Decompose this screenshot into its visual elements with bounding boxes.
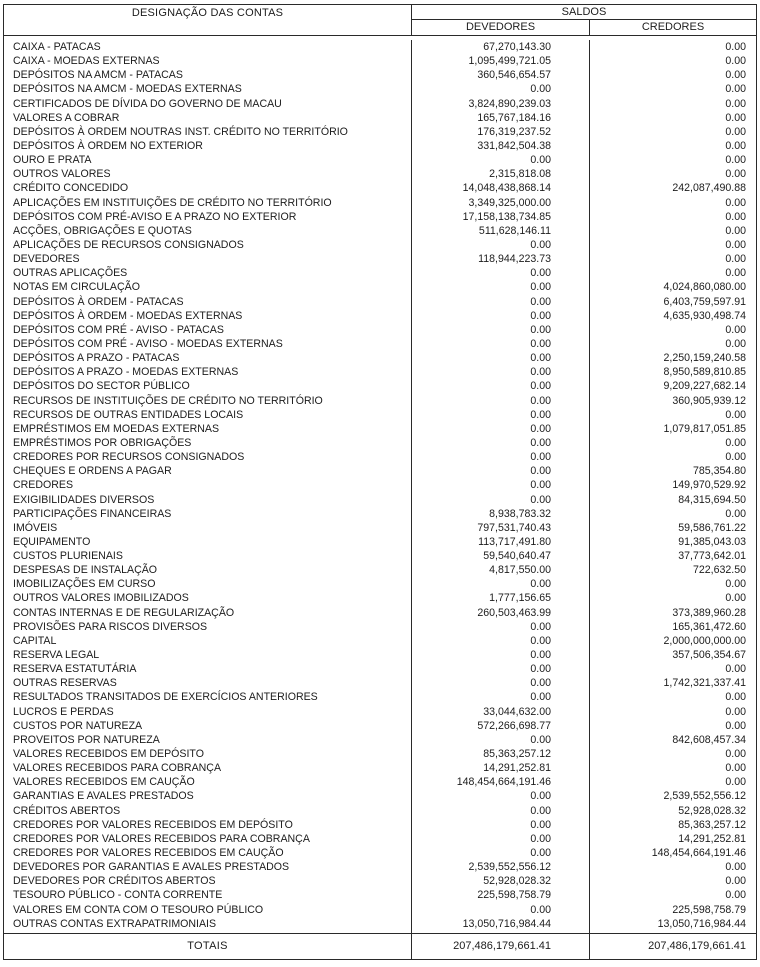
credores-value: 0.00 [725,705,746,718]
account-name: CAIXA - PATACAS [4,40,412,54]
account-name: APLICAÇÕES EM INSTITUIÇÕES DE CRÉDITO NO TERRITÓRIO [4,196,412,210]
table-row [4,478,756,492]
account-name: CREDORES POR VALORES RECEBIDOS PARA COBRANÇA [4,832,412,846]
table-header [4,5,756,36]
credores-value: 2,250,159,240.58 [663,352,746,365]
credores-value: 0.00 [725,436,746,449]
table-row [4,860,756,874]
account-name: RECURSOS DE INSTITUIÇÕES DE CRÉDITO NO TERRITÓRIO [4,394,412,408]
account-name: OUTRAS RESERVAS [4,676,412,690]
table-row [4,252,756,266]
account-name: EMPRÉSTIMOS POR OBRIGAÇÕES [4,436,412,450]
table-row [4,719,756,733]
credores-value: 2,000,000,000.00 [663,634,746,647]
credores-value: 0.00 [725,224,746,237]
account-name: DEPÓSITOS COM PRÉ-AVISO E A PRAZO NO EXTERIOR [4,210,412,224]
table-row [4,111,756,125]
table-row [4,818,756,832]
column-header-saldos: SALDOS [412,5,756,20]
table-row [4,181,756,195]
devedores-value: 0.00 [412,818,590,832]
table-row [4,309,756,323]
table-row [4,874,756,888]
credores-value: 0.00 [725,125,746,138]
table-row [4,464,756,478]
devedores-value: 0.00 [412,676,590,690]
table-row [4,351,756,365]
account-name: VALORES RECEBIDOS EM CAUÇÃO [4,775,412,789]
table-row [4,436,756,450]
account-name: CRÉDITO CONCEDIDO [4,181,412,195]
table-row [4,761,756,775]
account-name: DEPÓSITOS NA AMCM - PATACAS [4,68,412,82]
devedores-value: 17,158,138,734.85 [412,210,590,224]
devedores-value: 4,817,550.00 [412,563,590,577]
totals-label: TOTAIS [4,934,412,959]
credores-value: 0.00 [725,748,746,761]
account-name: VALORES A COBRAR [4,111,412,125]
credores-value: 360,905,939.12 [672,394,746,407]
table-row [4,789,756,803]
table-row [4,139,756,153]
account-name: CAIXA - MOEDAS EXTERNAS [4,54,412,68]
devedores-value: 0.00 [412,733,590,747]
table-row [4,662,756,676]
account-name: GARANTIAS E AVALES PRESTADOS [4,789,412,803]
devedores-value: 572,266,698.77 [412,719,590,733]
table-row [4,337,756,351]
table-row [4,846,756,860]
credores-value: 0.00 [725,762,746,775]
table-body [4,36,756,933]
devedores-value: 148,454,664,191.46 [412,775,590,789]
account-name: DEVEDORES POR GARANTIAS E AVALES PRESTADOS [4,860,412,874]
devedores-value: 2,539,552,556.12 [412,860,590,874]
devedores-value: 0.00 [412,351,590,365]
table-row [4,507,756,521]
credores-value: 0.00 [725,691,746,704]
table-row [4,903,756,917]
column-group-saldos [412,5,756,35]
credores-value: 6,403,759,597.91 [663,295,746,308]
table-row [4,733,756,747]
devedores-value: 0.00 [412,648,590,662]
account-name: PROVEITOS POR NATUREZA [4,733,412,747]
account-name: EQUIPAMENTO [4,535,412,549]
table-row [4,323,756,337]
devedores-value: 360,546,654.57 [412,68,590,82]
totals-devedores-value: 207,486,179,661.41 [412,934,590,959]
account-name: OUTRAS APLICAÇÕES [4,266,412,280]
table-row [4,535,756,549]
account-name: DEPÓSITOS COM PRÉ - AVISO - PATACAS [4,323,412,337]
devedores-value: 0.00 [412,436,590,450]
devedores-value: 0.00 [412,478,590,492]
account-name: NOTAS EM CIRCULAÇÃO [4,280,412,294]
devedores-value: 0.00 [412,82,590,96]
table-row [4,450,756,464]
credores-value: 0.00 [725,451,746,464]
credores-value: 2,539,552,556.12 [663,790,746,803]
account-name: LUCROS E PERDAS [4,705,412,719]
table-row [4,521,756,535]
credores-value: 52,928,028.32 [678,804,746,817]
account-name: OURO E PRATA [4,153,412,167]
devedores-value: 0.00 [412,620,590,634]
devedores-value: 8,938,783.32 [412,507,590,521]
account-name: RESERVA ESTATUTÁRIA [4,662,412,676]
credores-value: 85,363,257.12 [678,818,746,831]
devedores-value: 0.00 [412,394,590,408]
account-name: VALORES RECEBIDOS PARA COBRANÇA [4,761,412,775]
table-row [4,280,756,294]
credores-value: 84,315,694.50 [678,493,746,506]
credores-value: 59,586,761.22 [678,521,746,534]
account-name: OUTRAS CONTAS EXTRAPATRIMONIAIS [4,917,412,931]
account-name: DEPÓSITOS À ORDEM NOUTRAS INST. CRÉDITO NO TERRITÓRIO [4,125,412,139]
account-name: RECURSOS DE OUTRAS ENTIDADES LOCAIS [4,408,412,422]
table-row [4,82,756,96]
devedores-value: 0.00 [412,408,590,422]
table-row [4,493,756,507]
credores-value: 0.00 [725,238,746,251]
account-name: EMPRÉSTIMOS EM MOEDAS EXTERNAS [4,422,412,436]
account-name: CAPITAL [4,634,412,648]
devedores-value: 85,363,257.12 [412,747,590,761]
table-row [4,676,756,690]
credores-value: 91,385,043.03 [678,535,746,548]
table-row [4,394,756,408]
account-name: IMÓVEIS [4,521,412,535]
table-row [4,577,756,591]
devedores-value: 52,928,028.32 [412,874,590,888]
account-name: CONTAS INTERNAS E DE REGULARIZAÇÃO [4,606,412,620]
devedores-value: 797,531,740.43 [412,521,590,535]
table-row [4,238,756,252]
table-row [4,379,756,393]
account-name: PARTICIPAÇÕES FINANCEIRAS [4,507,412,521]
devedores-value: 165,767,184.16 [412,111,590,125]
table-row [4,648,756,662]
table-row [4,54,756,68]
credores-value: 37,773,642.01 [678,550,746,563]
credores-value: 357,506,354.67 [672,649,746,662]
devedores-value: 14,048,438,868.14 [412,181,590,195]
credores-value: 4,635,930,498.74 [663,309,746,322]
account-name: OUTROS VALORES [4,167,412,181]
credores-value: 165,361,472.60 [672,620,746,633]
account-name: CUSTOS PLURIENAIS [4,549,412,563]
credores-value: 0.00 [725,776,746,789]
credores-value: 0.00 [725,168,746,181]
devedores-value: 59,540,640.47 [412,549,590,563]
devedores-value: 0.00 [412,464,590,478]
credores-value: 1,742,321,337.41 [663,677,746,690]
credores-value: 0.00 [725,267,746,280]
credores-value: 0.00 [725,83,746,96]
devedores-value: 0.00 [412,804,590,818]
devedores-value: 176,319,237.52 [412,125,590,139]
devedores-value: 67,270,143.30 [412,40,590,54]
credores-value: 0.00 [725,111,746,124]
table-row [4,591,756,605]
account-name: DESPESAS DE INSTALAÇÃO [4,563,412,577]
credores-value: 0.00 [725,408,746,421]
account-name: VALORES RECEBIDOS EM DEPÓSITO [4,747,412,761]
table-row [4,97,756,111]
table-row [4,804,756,818]
table-row [4,408,756,422]
credores-value: 0.00 [725,97,746,110]
devedores-value: 0.00 [412,309,590,323]
table-row [4,40,756,54]
table-row [4,563,756,577]
account-name: DEPÓSITOS COM PRÉ - AVISO - MOEDAS EXTERNAS [4,337,412,351]
table-row [4,705,756,719]
credores-value: 0.00 [725,337,746,350]
devedores-value: 0.00 [412,577,590,591]
credores-value: 0.00 [725,861,746,874]
table-row [4,620,756,634]
totals-credores-value: 207,486,179,661.41 [648,940,746,952]
table-row [4,153,756,167]
account-name: CREDORES POR VALORES RECEBIDOS EM DEPÓSITO [4,818,412,832]
credores-value: 0.00 [725,663,746,676]
credores-value: 0.00 [725,210,746,223]
table-row [4,68,756,82]
credores-value: 785,354.80 [692,465,746,478]
account-name: CHEQUES E ORDENS A PAGAR [4,464,412,478]
table-row [4,888,756,902]
devedores-value: 0.00 [412,903,590,917]
credores-value: 0.00 [725,889,746,902]
credores-value: 0.00 [725,323,746,336]
totals-row [4,933,756,959]
table-row [4,747,756,761]
credores-value: 1,079,817,051.85 [663,422,746,435]
devedores-value: 0.00 [412,662,590,676]
credores-value: 149,970,529.92 [672,479,746,492]
credores-value: 4,024,860,080.00 [663,281,746,294]
devedores-value: 14,291,252.81 [412,761,590,775]
account-name: CERTIFICADOS DE DÍVIDA DO GOVERNO DE MACAU [4,97,412,111]
account-name: RESERVA LEGAL [4,648,412,662]
table-row [4,125,756,139]
devedores-value: 260,503,463.99 [412,606,590,620]
devedores-value: 0.00 [412,634,590,648]
account-name: CRÉDITOS ABERTOS [4,804,412,818]
table-row [4,690,756,704]
account-name: APLICAÇÕES DE RECURSOS CONSIGNADOS [4,238,412,252]
account-name: CREDORES POR RECURSOS CONSIGNADOS [4,450,412,464]
table-row [4,210,756,224]
devedores-value: 225,598,758.79 [412,888,590,902]
credores-value: 0.00 [725,578,746,591]
credores-value: 148,454,664,191.46 [651,847,746,860]
credores-value: 0.00 [725,55,746,68]
credores-value: 0.00 [725,139,746,152]
account-name: CREDORES [4,478,412,492]
credores-value: 0.00 [725,507,746,520]
credores-value: 225,598,758.79 [672,903,746,916]
devedores-value: 0.00 [412,846,590,860]
devedores-value: 118,944,223.73 [412,252,590,266]
credores-value: 0.00 [725,719,746,732]
account-name: DEPÓSITOS A PRAZO - PATACAS [4,351,412,365]
devedores-value: 1,095,499,721.05 [412,54,590,68]
account-name: ACÇÕES, OBRIGAÇÕES E QUOTAS [4,224,412,238]
table-row [4,775,756,789]
devedores-value: 0.00 [412,280,590,294]
credores-value: 242,087,490.88 [672,182,746,195]
devedores-value: 0.00 [412,379,590,393]
account-name: DEPÓSITOS A PRAZO - MOEDAS EXTERNAS [4,365,412,379]
credores-value: 842,608,457.34 [672,733,746,746]
devedores-value: 0.00 [412,690,590,704]
table-row [4,549,756,563]
devedores-value: 0.00 [412,295,590,309]
devedores-value: 3,824,890,239.03 [412,97,590,111]
account-name: CUSTOS POR NATUREZA [4,719,412,733]
table-row [4,295,756,309]
column-header-credores: CREDORES [641,21,705,33]
account-name: EXIGIBILIDADES DIVERSOS [4,493,412,507]
credores-value: 0.00 [725,154,746,167]
devedores-value: 0.00 [412,493,590,507]
table-row [4,266,756,280]
credores-value: 0.00 [725,69,746,82]
account-name: DEPÓSITOS À ORDEM - PATACAS [4,295,412,309]
devedores-value: 0.00 [412,337,590,351]
credores-value: 373,389,960.28 [672,606,746,619]
devedores-value: 13,050,716,984.44 [412,917,590,931]
credores-value: 14,291,252.81 [678,832,746,845]
account-name: DEVEDORES POR CRÉDITOS ABERTOS [4,874,412,888]
devedores-value: 3,349,325,000.00 [412,196,590,210]
table-row [4,365,756,379]
account-name: DEPÓSITOS À ORDEM - MOEDAS EXTERNAS [4,309,412,323]
table-row [4,167,756,181]
devedores-value: 0.00 [412,323,590,337]
account-name: OUTROS VALORES IMOBILIZADOS [4,591,412,605]
credores-value: 0.00 [725,592,746,605]
devedores-value: 0.00 [412,450,590,464]
account-name: CREDORES POR VALORES RECEBIDOS EM CAUÇÃO [4,846,412,860]
credores-value: 722,632.50 [692,564,746,577]
devedores-value: 0.00 [412,238,590,252]
account-name: DEVEDORES [4,252,412,266]
account-name: IMOBILIZAÇÕES EM CURSO [4,577,412,591]
devedores-value: 331,842,504.38 [412,139,590,153]
account-name: VALORES EM CONTA COM O TESOURO PÚBLICO [4,903,412,917]
credores-value: 0.00 [725,41,746,53]
devedores-value: 33,044,632.00 [412,705,590,719]
credores-value: 13,050,716,984.44 [657,917,746,930]
devedores-value: 0.00 [412,422,590,436]
devedores-value: 0.00 [412,789,590,803]
table-row [4,422,756,436]
devedores-value: 511,628,146.11 [412,224,590,238]
account-name: RESULTADOS TRANSITADOS DE EXERCÍCIOS ANTERIORES [4,690,412,704]
devedores-value: 2,315,818.08 [412,167,590,181]
devedores-value: 113,717,491.80 [412,535,590,549]
table-row [4,832,756,846]
table-row [4,224,756,238]
table-row [4,606,756,620]
table-row [4,917,756,931]
accounts-table [3,4,757,960]
account-name: DEPÓSITOS DO SECTOR PÚBLICO [4,379,412,393]
devedores-value: 0.00 [412,832,590,846]
devedores-value: 0.00 [412,365,590,379]
column-header-devedores: DEVEDORES [412,20,590,35]
table-row [4,196,756,210]
account-name: PROVISÕES PARA RISCOS DIVERSOS [4,620,412,634]
credores-value: 0.00 [725,253,746,266]
credores-value: 9,209,227,682.14 [663,380,746,393]
credores-value: 8,950,589,810.85 [663,366,746,379]
table-row [4,634,756,648]
account-name: DEPÓSITOS NA AMCM - MOEDAS EXTERNAS [4,82,412,96]
credores-value: 0.00 [725,196,746,209]
devedores-value: 1,777,156.65 [412,591,590,605]
credores-value: 0.00 [725,875,746,888]
devedores-value: 0.00 [412,266,590,280]
account-name: DEPÓSITOS À ORDEM NO EXTERIOR [4,139,412,153]
account-name: TESOURO PÚBLICO - CONTA CORRENTE [4,888,412,902]
devedores-value: 0.00 [412,153,590,167]
column-header-designacao-das-contas: DESIGNAÇÃO DAS CONTAS [4,5,412,35]
